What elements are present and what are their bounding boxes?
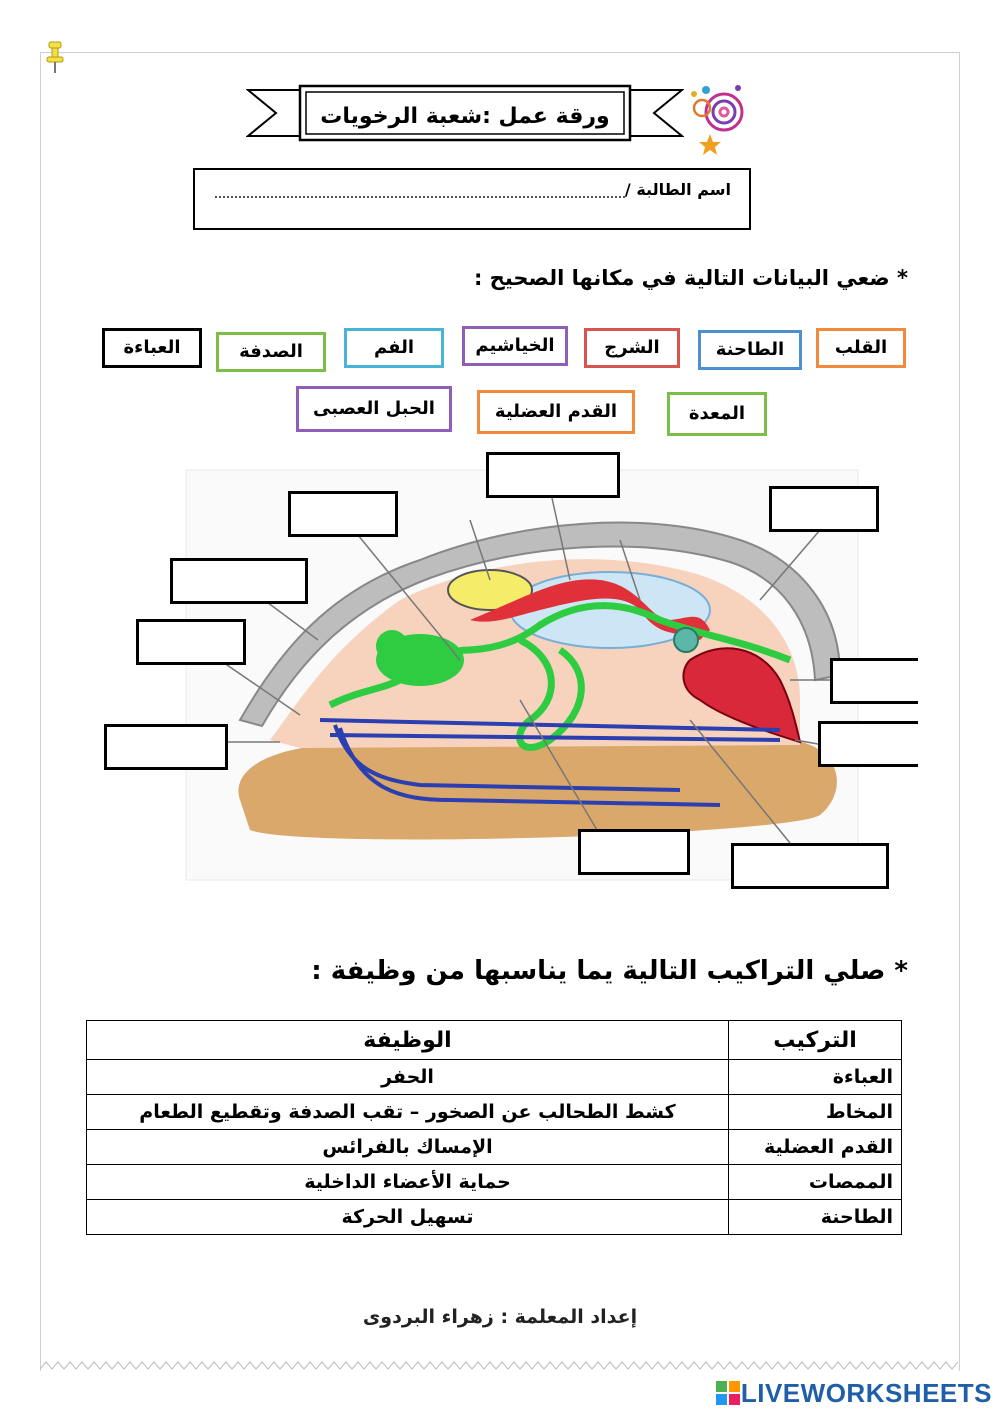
liveworksheets-logo-text: LIVEWORKSHEETS	[740, 1377, 992, 1408]
label-box-3[interactable]	[769, 486, 879, 532]
student-name-label: اسم الطالبة /	[624, 180, 731, 199]
table-row	[87, 1095, 902, 1130]
student-name-field[interactable]	[215, 184, 625, 198]
structure-function-table	[86, 1020, 902, 1235]
header-structure: التركيب	[729, 1021, 902, 1060]
function-cell[interactable]: كشط الطحالب عن الصخور – تقب الصدفة وتقطيع الطعام	[87, 1095, 729, 1130]
structure-cell[interactable]: العباءة	[729, 1060, 902, 1095]
word-chip-muscular-foot[interactable]: القدم العضلية	[477, 390, 635, 434]
question-1-instruction: * ضعي البيانات التالية في مكانها الصحيح :	[473, 266, 908, 290]
student-name-box	[193, 168, 751, 230]
table-row	[87, 1130, 902, 1165]
page-torn-edge	[40, 1360, 958, 1372]
word-chip-radula[interactable]: الطاحنة	[698, 330, 802, 370]
structure-cell[interactable]: الممصات	[729, 1165, 902, 1200]
label-box-1[interactable]	[486, 452, 620, 498]
word-chip-heart[interactable]: القلب	[816, 328, 906, 368]
question-2-instruction: * صلي التراكيب التالية يما يناسبها من وظيفة :	[311, 956, 908, 986]
teacher-credit: إعداد المعلمة : زهراء البردوى	[362, 1306, 638, 1328]
label-box-6[interactable]	[830, 658, 918, 704]
table-row	[87, 1060, 902, 1095]
table-row	[87, 1200, 902, 1235]
page-title: ورقة عمل :شعبة الرخويات	[320, 104, 610, 129]
swirl-decoration-icon	[680, 78, 754, 156]
word-chip-mantle[interactable]: العباءة	[102, 328, 202, 368]
function-cell[interactable]: تسهيل الحركة	[87, 1200, 729, 1235]
header-function: الوظيفة	[87, 1021, 729, 1060]
label-box-8[interactable]	[818, 721, 918, 767]
label-box-10[interactable]	[731, 843, 889, 889]
word-chip-mouth[interactable]: الفم	[344, 328, 444, 368]
word-chip-gills[interactable]: الخياشيم	[462, 326, 568, 366]
word-chip-shell[interactable]: الصدفة	[216, 332, 326, 372]
label-box-2[interactable]	[288, 491, 398, 537]
word-chip-nerve-cord[interactable]: الحبل العصبى	[296, 386, 452, 432]
label-box-9[interactable]	[578, 829, 690, 875]
liveworksheets-logo-icon	[715, 1380, 741, 1406]
structure-cell[interactable]: المخاط	[729, 1095, 902, 1130]
pushpin-icon	[46, 40, 64, 74]
label-box-4[interactable]	[170, 558, 308, 604]
function-cell[interactable]: حماية الأعضاء الداخلية	[87, 1165, 729, 1200]
structure-cell[interactable]: القدم العضلية	[729, 1130, 902, 1165]
label-box-7[interactable]	[104, 724, 228, 770]
table-header-row	[87, 1021, 902, 1060]
label-box-5[interactable]	[136, 619, 246, 665]
table-row	[87, 1165, 902, 1200]
structure-cell[interactable]: الطاحنة	[729, 1200, 902, 1235]
function-cell[interactable]: الحفر	[87, 1060, 729, 1095]
word-chip-stomach[interactable]: المعدة	[667, 392, 767, 436]
liveworksheets-logo[interactable]	[715, 1378, 992, 1408]
function-cell[interactable]: الإمساك بالفرائس	[87, 1130, 729, 1165]
word-chip-anus[interactable]: الشرج	[584, 328, 680, 368]
